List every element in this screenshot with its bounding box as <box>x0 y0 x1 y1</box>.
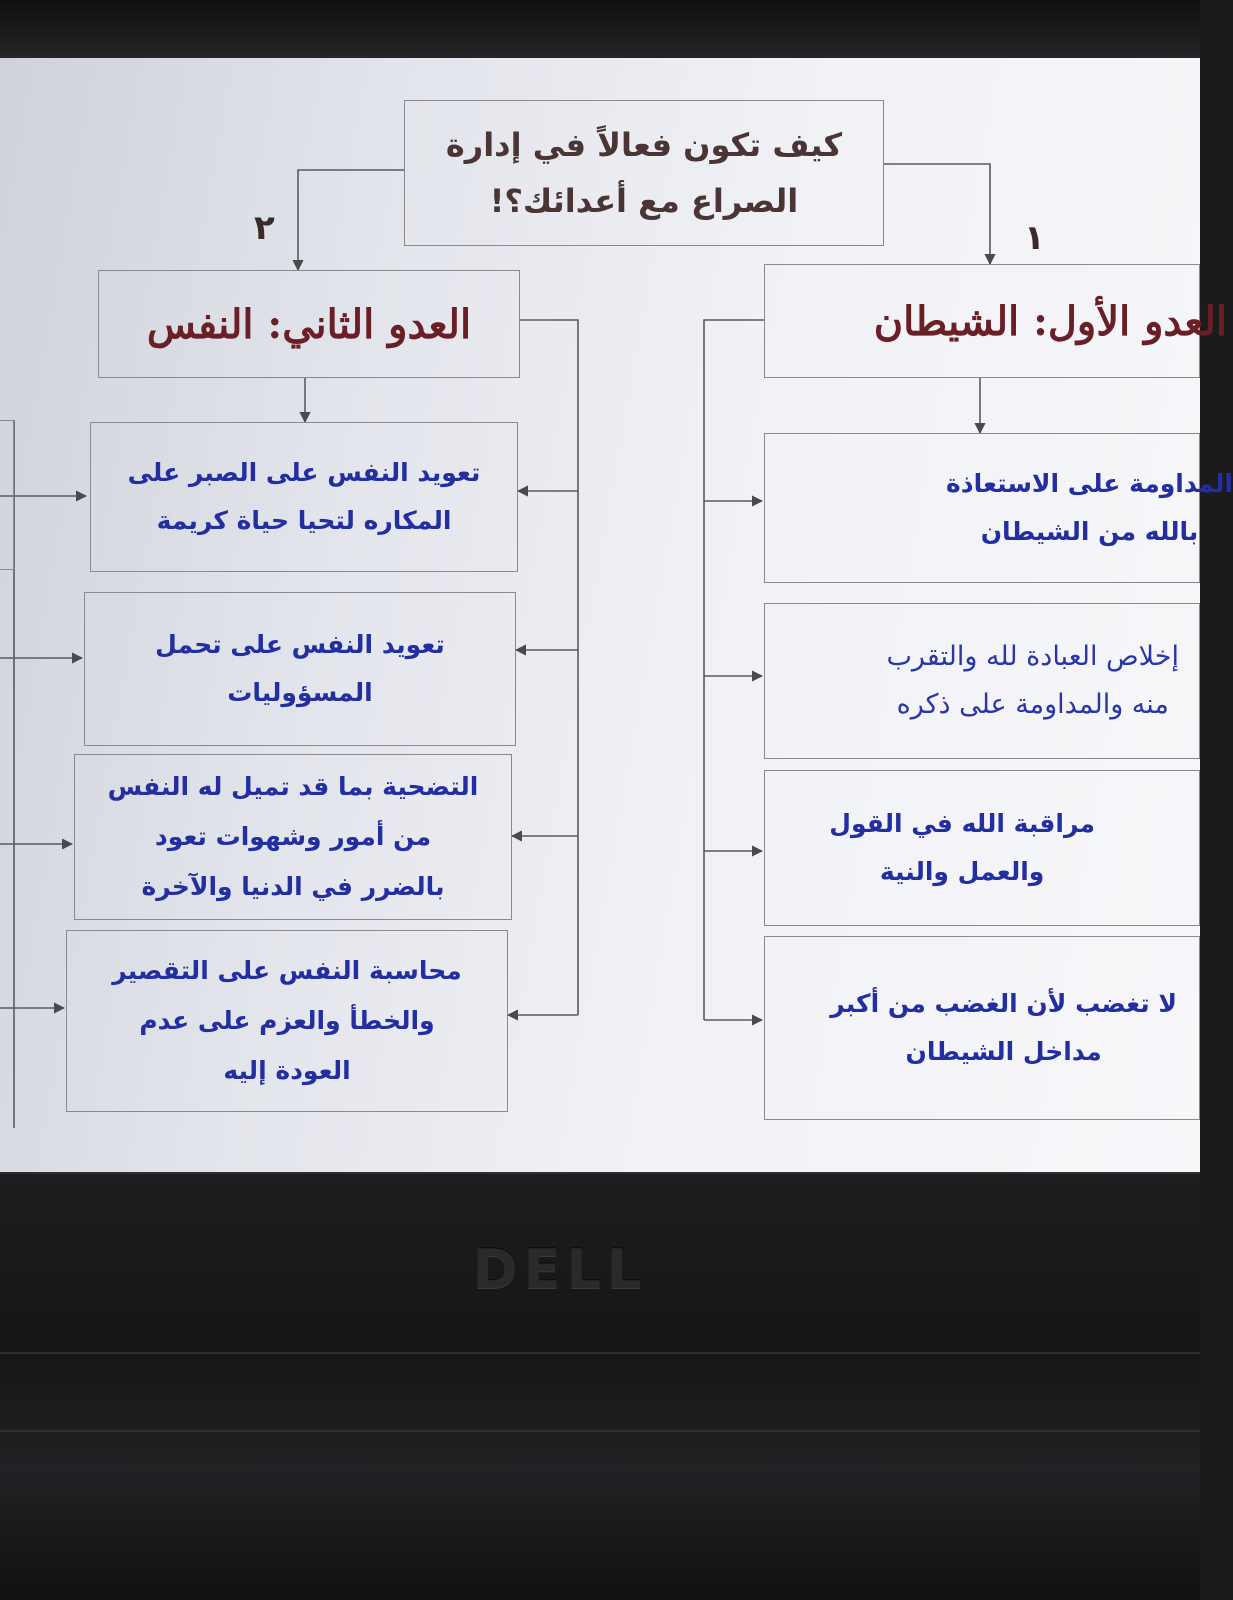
branch-number-second: ٢ <box>254 208 275 248</box>
monitor-bezel-top <box>0 0 1200 60</box>
second-enemy-bus <box>520 320 578 1015</box>
second-enemy-heading-box <box>98 270 520 378</box>
first-enemy-heading-box <box>764 264 1227 378</box>
bezel-edge <box>0 1172 1200 1174</box>
diagram-title-box <box>404 100 884 246</box>
first-enemy-item-1: المداومة على الاستعاذة بالله من الشيطان <box>764 433 1200 583</box>
bezel-ridge <box>0 1352 1200 1354</box>
branch-number-first: ١ <box>1024 218 1045 258</box>
first-enemy-heading: العدو الأول: الشيطان <box>873 297 1227 345</box>
monitor-brand-logo: DELL <box>472 1238 648 1301</box>
first-enemy-item-2: إخلاص العبادة لله والتقرب منه والمداومة على ذكره <box>764 603 1200 759</box>
title-to-first-enemy-arrow <box>884 164 990 264</box>
second-enemy-item-1: تعويد النفس على الصبر على المكاره لتحيا حياة كريمة <box>90 422 518 572</box>
second-enemy-item-2: تعويد النفس على تحمل المسؤوليات <box>84 592 516 746</box>
first-enemy-item-3: مراقبة الله في القول والعمل والنية <box>764 770 1200 926</box>
second-enemy-item-3: التضحية بما قد تميل له النفس من أمور وشهوات تعود بالضرر في الدنيا والآخرة <box>74 754 512 920</box>
monitor-bezel-bottom <box>0 1172 1200 1600</box>
cut-off-left-box <box>0 420 14 570</box>
second-enemy-item-4: محاسبة النفس على التقصير والخطأ والعزم على عدم العودة إليه <box>66 930 508 1112</box>
second-enemy-heading: العدو الثاني: النفس <box>146 300 472 348</box>
diagram-title: كيف تكون فعالاً في إدارة الصراع مع أعدائك؟! <box>445 126 843 220</box>
stand-edge <box>0 1430 1200 1432</box>
first-enemy-item-4: لا تغضب لأن الغضب من أكبر مداخل الشيطان <box>764 936 1200 1120</box>
slide-screen <box>0 58 1233 1172</box>
first-enemy-bus <box>704 320 764 1020</box>
title-to-second-enemy-arrow <box>298 170 404 270</box>
